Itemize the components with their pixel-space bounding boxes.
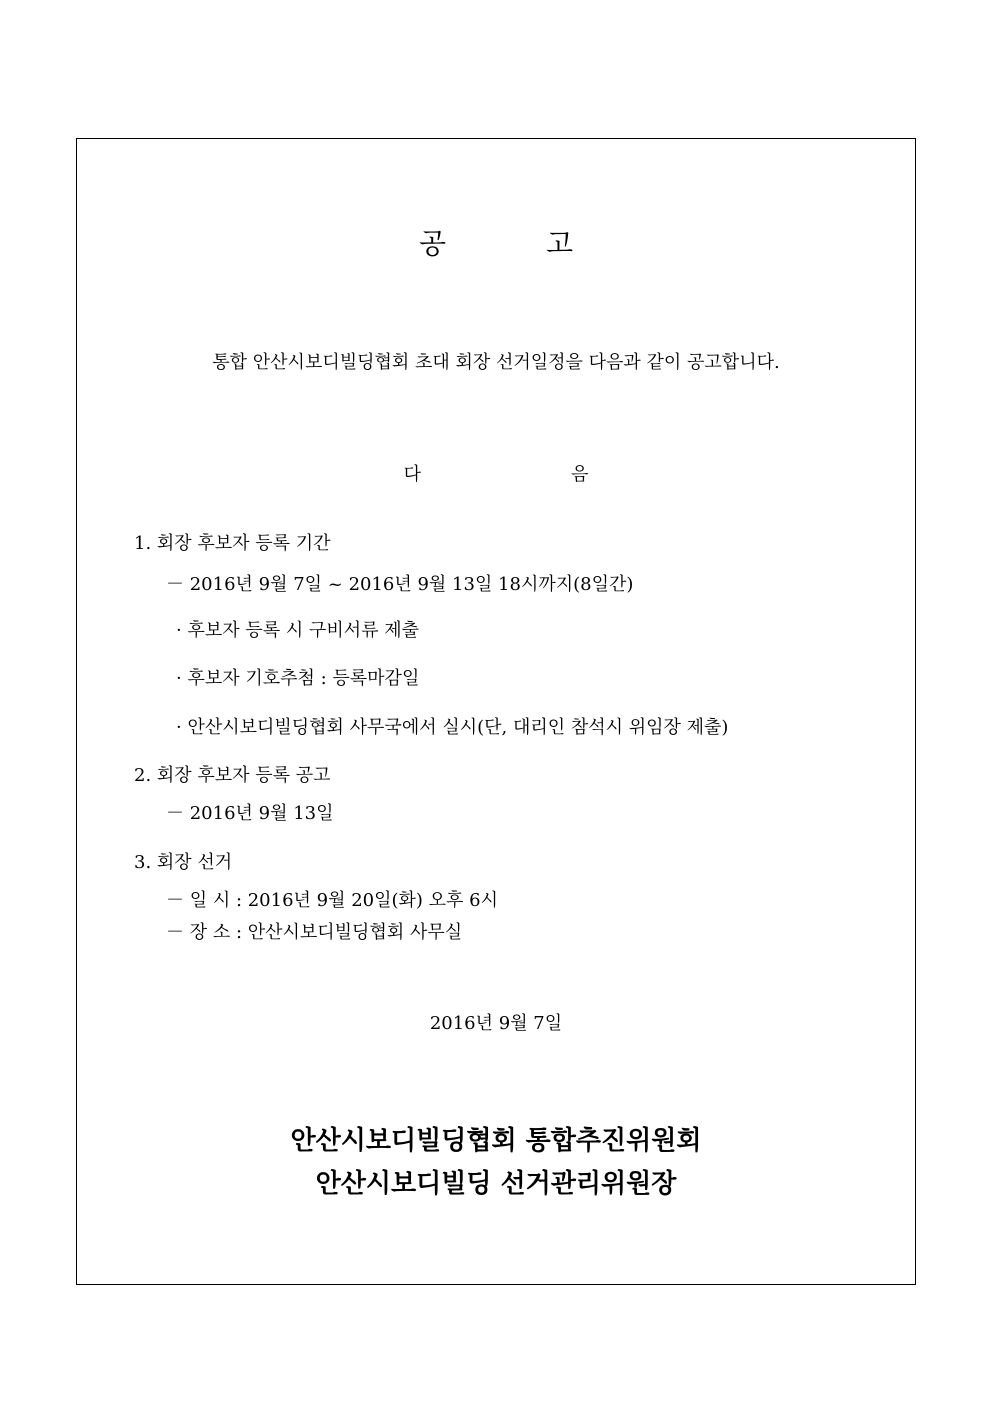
intro-text: 통합 안산시보디빌딩협회 초대 회장 선거일정을 다음과 같이 공고합니다. — [212, 352, 780, 373]
notice-title — [0, 222, 992, 262]
section-3-time: － 일 시 : 2016년 9월 20일(화) 오후 6시 — [166, 890, 498, 911]
section-1-bullet-1: · 후보자 등록 시 구비서류 제출 — [176, 620, 419, 641]
notice-frame — [76, 138, 916, 1285]
section-2-heading: 2. 회장 후보자 등록 공고 — [134, 765, 331, 786]
section-1-heading: 1. 회장 후보자 등록 기간 — [134, 533, 331, 554]
section-1-period: － 2016년 9월 7일 ~ 2016년 9월 13일 18시까지(8일간) — [166, 574, 634, 595]
title-char-1: 공 — [418, 227, 446, 260]
dasum-char-2: 음 — [571, 464, 589, 485]
dasum-heading — [0, 460, 992, 486]
signature-line-2: 안산시보디빌딩 선거관리위원장 — [315, 1169, 677, 1199]
section-2-date: － 2016년 9월 13일 — [166, 803, 334, 824]
section-1-bullet-2: · 후보자 기호추첨 : 등록마감일 — [176, 668, 420, 689]
dasum-char-1: 다 — [403, 464, 421, 485]
section-3-place: － 장 소 : 안산시보디빌딩협회 사무실 — [166, 922, 463, 943]
notice-date: 2016년 9월 7일 — [429, 1013, 563, 1034]
title-char-2: 고 — [546, 227, 574, 260]
section-1-bullet-3: · 안산시보디빌딩협회 사무국에서 실시(단, 대리인 참석시 위임장 제출) — [176, 717, 729, 738]
section-3-heading: 3. 회장 선거 — [134, 852, 233, 873]
signature-line-1: 안산시보디빌딩협회 통합추진위원회 — [290, 1126, 702, 1156]
